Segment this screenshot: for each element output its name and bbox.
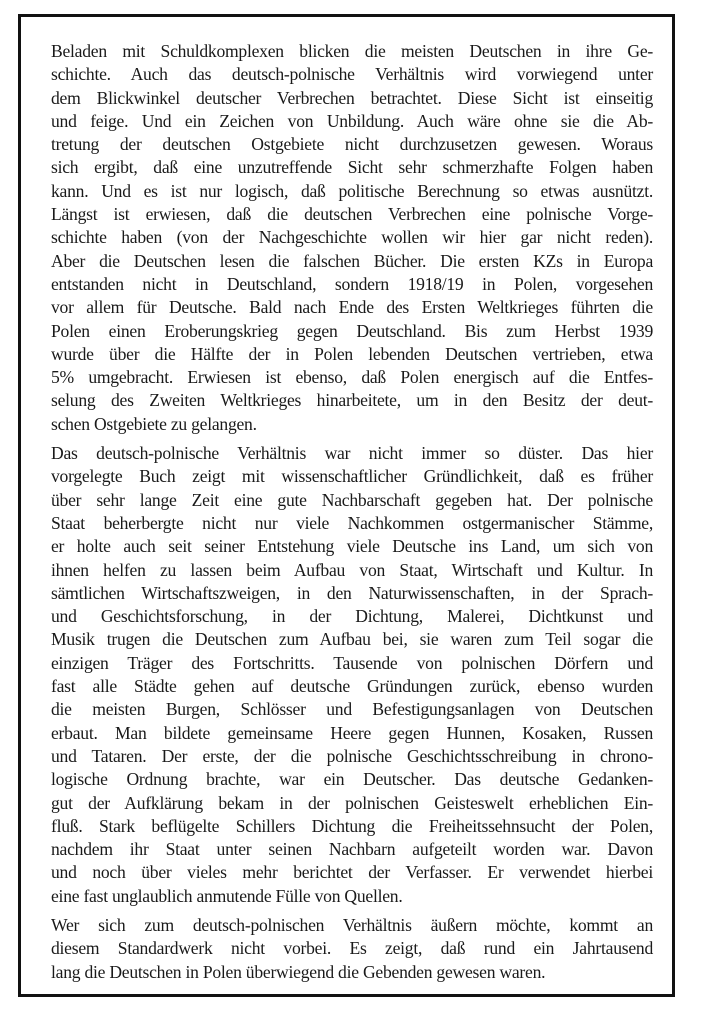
text-line: wurde über die Hälfte der in Polen lebenden Deutschen vertrieben, etwa — [51, 343, 653, 364]
text-line: gut der Aufklärung bekam in der polnischen Geisteswelt erheblichen Ein- — [51, 792, 653, 813]
text-line: Polen einen Eroberungskrieg gegen Deutschland. Bis zum Herbst 1939 — [51, 320, 653, 341]
text-line: und feige. Und ein Zeichen von Unbildung. Auch wäre ohne sie die Ab- — [51, 110, 653, 131]
text-line: über sehr lange Zeit eine gute Nachbarschaft gegeben hat. Der polnische — [51, 489, 653, 510]
text-line: die meisten Burgen, Schlösser und Befestigungsanlagen von Deutschen — [51, 699, 653, 720]
text-line: Aber die Deutschen lesen die falschen Bücher. Die ersten KZs in Europa — [51, 250, 653, 271]
text-line: und Tataren. Der erste, der die polnische Geschichtsschreibung in chrono- — [51, 745, 653, 766]
text-line: und noch über vieles mehr berichtet der Verfasser. Er verwendet hierbei — [51, 862, 653, 883]
text-line: nachdem ihr Staat unter seinen Nachbarn aufgeteilt worden war. Davon — [51, 839, 653, 860]
text-line: eine fast unglaublich anmutende Fülle von Quellen. — [51, 885, 403, 906]
text-line: entstanden nicht in Deutschland, sondern 1918/19 in Polen, vorgesehen — [51, 273, 653, 294]
document-body — [51, 40, 653, 990]
text-line: vor allem für Deutsche. Bald nach Ende des Ersten Weltkrieges führten die — [51, 297, 653, 318]
text-line: selung des Zweiten Weltkrieges hinarbeitete, um in den Besitz der deut- — [51, 390, 653, 411]
text-line: tretung der deutschen Ostgebiete nicht durchzusetzen gewesen. Woraus — [51, 134, 653, 155]
text-line: kann. Und es ist nur logisch, daß politische Berechnung so etwas ausnützt. — [51, 180, 653, 201]
text-line: und Geschichtsforschung, in der Dichtung, Malerei, Dichtkunst und — [51, 606, 653, 627]
text-line: er holte auch seit seiner Entstehung viele Deutsche ins Land, um sich von — [51, 536, 653, 557]
text-line: schichte. Auch das deutsch-polnische Verhältnis wird vorwiegend unter — [51, 64, 653, 85]
text-line: fluß. Stark beflügelte Schillers Dichtung die Freiheitssehnsucht der Polen, — [51, 815, 653, 836]
text-line: Beladen mit Schuldkomplexen blicken die meisten Deutschen in ihre Ge- — [51, 41, 653, 61]
paragraph — [51, 914, 653, 984]
text-line: ihnen helfen zu lassen beim Aufbau von Staat, Wirtschaft und Kultur. In — [51, 559, 653, 580]
text-line: vorgelegte Buch zeigt mit wissenschaftlicher Gründlichkeit, daß es früher — [51, 466, 653, 487]
text-line: Das deutsch-polnische Verhältnis war nicht immer so düster. Das hier — [51, 443, 653, 464]
text-line: sich ergibt, daß eine unzutreffende Sicht sehr schmerzhafte Folgen haben — [51, 157, 653, 178]
text-line: fast alle Städte gehen auf deutsche Gründungen zurück, ebenso wurden — [51, 676, 653, 697]
text-line: Wer sich zum deutsch-polnischen Verhältnis äußern möchte, kommt an — [51, 914, 653, 935]
text-line: lang die Deutschen in Polen überwiegend die Gebenden gewesen waren. — [51, 961, 546, 982]
text-line: einzigen Träger des Fortschritts. Tausende von polnischen Dörfern und — [51, 652, 653, 673]
text-line: Musik trugen die Deutschen zum Aufbau bei, sie waren zum Teil sogar die — [51, 629, 653, 650]
text-line: Längst ist erwiesen, daß die deutschen Verbrechen eine polnische Vorge- — [51, 204, 653, 225]
text-line: dem Blickwinkel deutscher Verbrechen betrachtet. Diese Sicht ist einseitig — [51, 87, 653, 108]
text-line: sämtlichen Wirtschaftszweigen, in den Naturwissenschaften, in der Sprach- — [51, 582, 653, 603]
text-line: 5% umgebracht. Erwiesen ist ebenso, daß Polen energisch auf die Entfes- — [51, 367, 653, 388]
text-line: logische Ordnung brachte, war ein Deutscher. Das deutsche Gedanken- — [51, 769, 653, 790]
paragraph — [51, 40, 653, 436]
text-line: erbaut. Man bildete gemeinsame Heere gegen Hunnen, Kosaken, Russen — [51, 722, 653, 743]
text-line: Staat beherbergte nicht nur viele Nachkommen ostgermanischer Stämme, — [51, 512, 653, 533]
text-line: diesem Standardwerk nicht vorbei. Es zeigt, daß rund ein Jahrtausend — [51, 938, 653, 959]
paragraph — [51, 442, 653, 908]
text-line: schichte haben (von der Nachgeschichte wollen wir hier gar nicht reden). — [51, 227, 653, 248]
text-line: schen Ostgebiete zu gelangen. — [51, 413, 257, 434]
